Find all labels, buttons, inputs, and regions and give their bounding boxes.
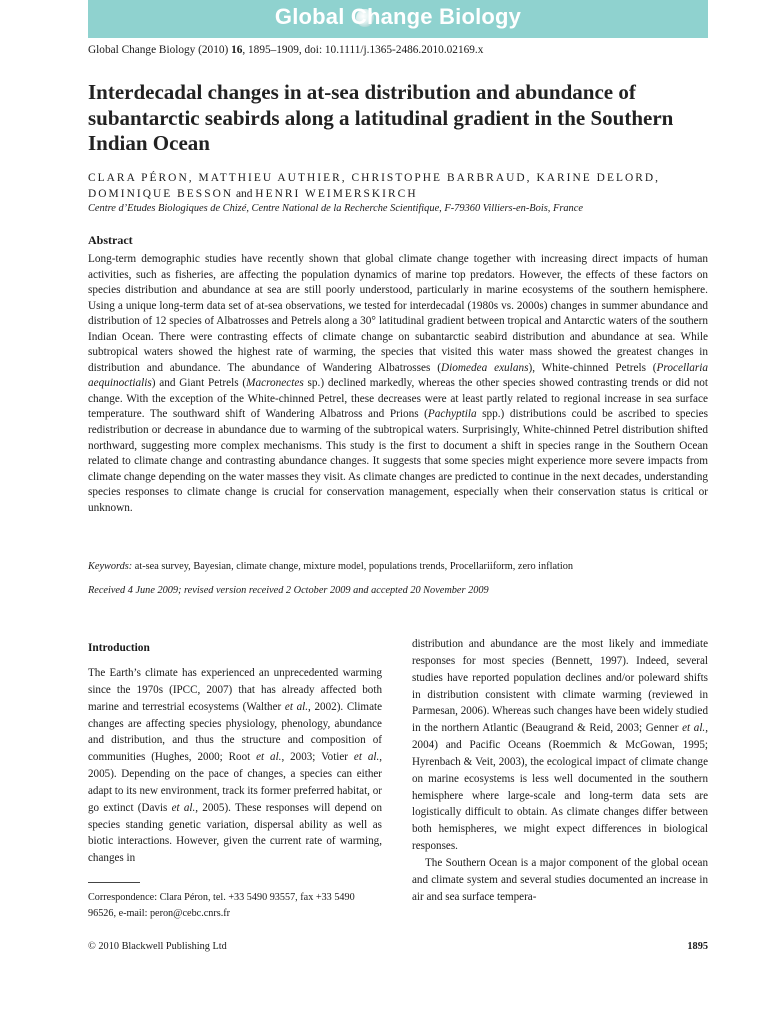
copyright-notice: © 2010 Blackwell Publishing Ltd — [88, 941, 227, 952]
author-last: HENRI WEIMERSKIRCH — [255, 188, 418, 200]
body-text: distribution and abundance are the most likely and immediate responses for most species (Bennett, 1997). Indeed, several studies have reported population declines and/or poleward shifts in distribution consistent with climate warming (reviewed in Parmesan, 2006). Whereas such changes have been widely studied in the northern Atlantic (Beaugrand & Reid, 2003; Genner — [412, 638, 708, 735]
abstract-text: ) and Giant Petrels ( — [151, 377, 247, 390]
body-paragraph — [412, 636, 708, 855]
body-paragraph: The Southern Ocean is a major component of the global ocean and climate system and several studies documented an increase in air and sea surface tempera- — [412, 856, 708, 903]
abstract-body — [88, 252, 708, 516]
abstract-text: sp.) declined markedly, whereas the other species showed contrasting trends or did not change. With the exception of the White-chinned Petrel, these decreases were at least partly related to regional increase in sea surface temperature. The southward shift of Wandering Albatross and Prions ( — [88, 377, 708, 421]
keywords-label: Keywords: — [88, 561, 133, 572]
citation-prefix: Global Change Biology (2010) — [88, 44, 232, 56]
journal-name: Global Change Biology — [274, 4, 522, 29]
species-name: Pachyptila — [427, 408, 477, 421]
species-name: Diomedea exulans — [441, 361, 529, 374]
page-number: 1895 — [687, 941, 708, 952]
abstract-text: Long-term demographic studies have recently shown that global climate change together with increasing direct impacts of human activities, such as fisheries, are affecting the population dynamics of marine top predators. However, the effects of these factors on species distribution and abundance at sea are still poorly understood, particularly in marine ecosystems of the southern hemisphere. Using a unique long-term data set of at-sea observations, we tested for interdecadal (1980s vs. 2000s) changes in summer abundance and distribution of 12 species of Albatrosses and Petrels along a 30° latitudinal gradient between tropical and Antarctic waters of the southern Indian Ocean. There were contrasting effects of climate change on subantarctic seabird distribution and abundance at sea. While subtropical waters showed the highest rate of warming, the species that visited this water mass showed the greatest changes in distribution and abundance. The abundance of Wandering Albatrosses ( — [88, 253, 708, 374]
footnote-rule — [88, 882, 140, 883]
species-name: Macronectes — [246, 377, 304, 390]
body-text: The Earth’s climate has experienced an unprecedented warming since the 1970s (IPCC, 2007) that has already affected both marine and terrestrial ecosystems (Walther — [88, 667, 382, 713]
introduction-heading: Introduction — [88, 642, 150, 654]
right-column — [412, 636, 708, 906]
abstract-heading: Abstract — [88, 233, 133, 247]
affiliation: Centre d’Etudes Biologiques de Chizé, Centre National de la Recherche Scientifique, F-79360 Villiers-en-Bois, France — [88, 203, 583, 214]
body-text: , 2004) and Pacific Oceans (Roemmich & McGowan, 1995; Hyrenbach & Veit, 2003), the ecological impact of climate change on marine ecosystems is less well documented in the southern hemisphere where large-scale and long-term data sets are logistically difficult to obtain. As climate changes differ between both hemispheres, we might expect differences in biological responses. — [412, 722, 708, 853]
keywords — [88, 561, 573, 572]
introduction-paragraph — [88, 665, 382, 867]
body-text: , 2005). Depending on the pace of changes, a species can either adapt to its new environment, track its former preferred habitat, or go extinct (Davis — [88, 751, 382, 814]
et-al: et al. — [284, 700, 309, 713]
abstract-text: spp.) distributions could be ascribed to species redistribution or decrease in abundance due to warming of the subtropical waters. Surprisingly, White-chinned Petrel distribution shifted northward, suggesting more complex mechanisms. This study is the first to document a shift in species range in the Southern Ocean related to climate change and contrasting abundance changes. It suggests that some species might experience more severe impacts from climate change depending on the water masses they visit. As climate changes are predicted to continue in the next decades, understanding species responses to climate change is crucial for conservation management, especially when their conservation status is critical or unknown. — [88, 408, 708, 514]
species-name: Procellaria aequinoctialis — [88, 361, 708, 390]
citation-volume: 16 — [231, 44, 243, 56]
body-text: , 2005). These responses will depend on species standing genetic variation, dispersal ability as well as biotic interactions. However, given the current rate of warming, changes in — [88, 801, 382, 865]
received-dates: Received 4 June 2009; revised version received 2 October 2009 and accepted 20 November 2009 — [88, 585, 489, 596]
et-al: et al. — [682, 722, 706, 735]
abstract-text: ), White-chinned Petrels ( — [528, 361, 657, 374]
body-text: , 2003; Votier — [281, 751, 354, 764]
author-names: CLARA PÉRON, MATTHIEU AUTHIER, CHRISTOPHE BARBRAUD, KARINE DELORD, DOMINIQUE BESSON — [88, 172, 661, 200]
correspondence-note: Correspondence: Clara Péron, tel. +33 5490 93557, fax +33 5490 96526, e-mail: peron@cebc.cnrs.fr — [88, 892, 355, 919]
article-title: Interdecadal changes in at-sea distribution and abundance of subantarctic seabirds along a latitudinal gradient in the Southern Indian Ocean — [88, 80, 674, 155]
keywords-text: at-sea survey, Bayesian, climate change, mixture model, populations trends, Procellariiform, zero inflation — [132, 561, 574, 572]
left-column — [88, 642, 382, 867]
journal-banner — [88, 0, 708, 38]
et-al: et al. — [171, 801, 196, 814]
et-al: et al. — [353, 751, 380, 764]
author-list — [88, 170, 708, 202]
citation-suffix: , 1895–1909, doi: 10.1111/j.1365-2486.2010.02169.x — [242, 44, 484, 56]
author-and: and — [233, 188, 256, 200]
citation-line — [88, 44, 483, 56]
et-al: et al. — [256, 751, 282, 764]
body-text: , 2002). Climate changes are affecting species physiology, phenology, abundance and distribution, and thus the structure and composition of communities (Hughes, 2000; Root — [88, 700, 382, 764]
